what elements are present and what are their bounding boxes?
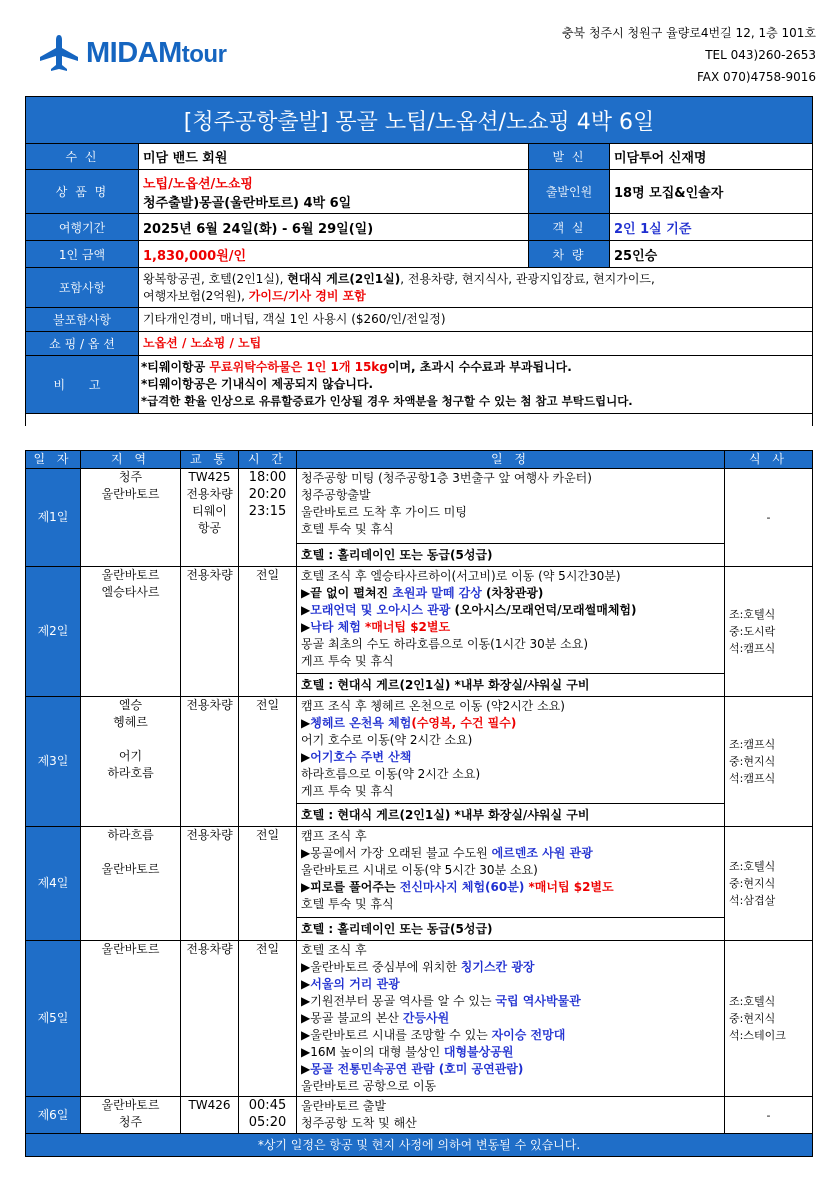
day-itinerary: 울란바토르 출발 청주공항 도착 및 해산 (297, 1097, 725, 1134)
day-time: 전일 (239, 941, 297, 1097)
day-meals: - (725, 1097, 813, 1134)
from-label: 발 신 (529, 144, 610, 170)
day-transport: 전용차량 (181, 941, 239, 1097)
product-label: 상 품 명 (26, 170, 139, 214)
notes-value (139, 356, 813, 414)
company-logo (38, 34, 226, 72)
day-transport: TW426 (181, 1097, 239, 1134)
header-date: 일 자 (26, 451, 81, 469)
header-time: 시 간 (239, 451, 297, 469)
day-row (26, 1097, 813, 1134)
day-meals: 조:호텔식 중:도시락 석:캠프식 (725, 567, 813, 697)
header-meals: 식 사 (725, 451, 813, 469)
day-label: 제6일 (26, 1097, 81, 1134)
day-transport: 전용차량 (181, 567, 239, 697)
room-value: 2인 1실 기준 (610, 214, 813, 241)
day-region: 울란바토르 엘승타사르 (81, 567, 181, 697)
product-line1: 노팁/노옵션/노쇼핑 (143, 176, 253, 192)
room-label: 객 실 (529, 214, 610, 241)
day-itinerary: 호텔 조식 후 엘승타사르하이(서고비)로 이동 (약 5시간30분) ▶끝 없이 펼쳐진 초원과 말떼 감상 (차창관광) ▶모래언덕 및 오아시스 관광 (오아시스/모래언덕/모래썰매체험) ▶낙타 체험 *매너팁 $2별도 몽골 최초의 수도 하라호름으로 이동(1시간 30분 소요) 게프 투숙 및 휴식 (297, 567, 725, 674)
day-itinerary: 캠프 조식 후 쳉헤르 온천으로 이동 (약2시간 소요) ▶쳉헤르 온천욕 체험(수영복, 수건 필수) 어기 호수로 이동(약 2시간 소요) ▶어기호수 주변 산책 하라흐름으로 이동(약 2시간 소요) 게프 투숙 및 휴식 (297, 697, 725, 804)
day-meals: - (725, 469, 813, 567)
note-2: *티웨이항공은 기내식이 제공되지 않습니다. (141, 377, 374, 391)
day-label: 제5일 (26, 941, 81, 1097)
day-meals: 조:호텔식 중:현지식 석:삼겹살 (725, 827, 813, 941)
logo-text: MIDAMtour (86, 36, 227, 69)
day-row (26, 469, 813, 544)
shopping-value: 노옵션 / 노쇼핑 / 노팁 (139, 332, 813, 356)
day-region: 울란바토르 청주 (81, 1097, 181, 1134)
day-region: 울란바토르 (81, 941, 181, 1097)
period-value: 2025년 6월 24일(화) - 6월 29일(일) (139, 214, 529, 241)
to-label: 수 신 (26, 144, 139, 170)
included-label: 포함사항 (26, 268, 139, 308)
day-time: 전일 (239, 697, 297, 827)
people-label: 출발인원 (529, 170, 610, 214)
day-region: 청주 울란바토르 (81, 469, 181, 567)
product-value (139, 170, 529, 214)
day-time: 전일 (239, 567, 297, 697)
price-value: 1,830,000원/인 (139, 241, 529, 268)
day-row (26, 827, 813, 918)
included-value: 왕복항공권, 호텔(2인1실), 현대식 게르(2인1실), 전용차량, 현지식사, 관광지입장료, 현지가이드, 여행자보험(2억원), 가이드/기사 경비 포함 (139, 268, 813, 308)
period-label: 여행기간 (26, 214, 139, 241)
note-3: *급격한 환율 인상으로 유류할증료가 인상될 경우 차액분을 청구할 수 있는 첨 참고 부탁드립니다. (141, 394, 633, 408)
header-region: 지 역 (81, 451, 181, 469)
day-time: 00:45 05:20 (239, 1097, 297, 1134)
day-hotel: 호텔 : 현대식 게르(2인1실) *내부 화장실/샤워실 구비 (297, 674, 725, 697)
day-label: 제2일 (26, 567, 81, 697)
people-value: 18명 모집&인솔자 (610, 170, 813, 214)
day-meals: 조:호텔식 중:현지식 석:스테이크 (725, 941, 813, 1097)
day-hotel: 호텔 : 홀리데이인 또는 동급(5성급) (297, 918, 725, 941)
trip-info-table (25, 96, 813, 426)
note-1: *티웨이항공 무료위탁수하물은 1인 1개 15kg이며, 초과시 수수료과 부과됩니다. (141, 360, 572, 374)
vehicle-value: 25인승 (610, 241, 813, 268)
day-row (26, 567, 813, 674)
day-transport: 전용차량 (181, 697, 239, 827)
company-fax: FAX 070)4758-9016 (696, 70, 816, 84)
excluded-label: 불포함사항 (26, 308, 139, 332)
company-address: 충북 청주시 청원구 율량로4번길 12, 1층 101호 (561, 26, 816, 40)
day-meals: 조:캠프식 중:현지식 석:캠프식 (725, 697, 813, 827)
notes-label: 비 고 (26, 356, 139, 414)
day-row (26, 697, 813, 804)
to-value: 미담 밴드 회원 (139, 144, 529, 170)
day-itinerary: 캠프 조식 후 ▶몽골에서 가장 오래된 불교 수도원 에르덴조 사원 관광 울란바토르 시내로 이동(약 5시간 30분 소요) ▶피로를 풀어주는 전신마사지 체험(60분) *매너팁 $2별도 호텔 투숙 및 휴식 (297, 827, 725, 918)
footer-note: *상기 일정은 항공 및 현지 사정에 의하여 변동될 수 있습니다. (26, 1134, 813, 1157)
from-value: 미담투어 신재명 (610, 144, 813, 170)
header-itinerary: 일 정 (297, 451, 725, 469)
day-transport: TW425 전용차량 티웨이 항공 (181, 469, 239, 567)
airplane-icon (38, 34, 80, 72)
product-line2: 청주출발)몽골(울란바토르) 4박 6일 (143, 195, 352, 211)
day-region: 하라흐름 울란바토르 (81, 827, 181, 941)
company-tel: TEL 043)260-2653 (705, 48, 816, 62)
price-label: 1인 금액 (26, 241, 139, 268)
day-time: 전일 (239, 827, 297, 941)
day-transport: 전용차량 (181, 827, 239, 941)
day-hotel: 호텔 : 현대식 게르(2인1실) *내부 화장실/샤워실 구비 (297, 804, 725, 827)
page-title: [청주공항출발] 몽골 노팁/노옵션/노쇼핑 4박 6일 (26, 97, 813, 144)
day-itinerary: 호텔 조식 후 ▶울란바토르 중심부에 위치한 칭기스칸 광장 ▶서울의 거리 관광 ▶기원전부터 몽골 역사를 알 수 있는 국립 역사박물관 ▶몽골 불교의 본산 간등사원 ▶울란바토르 시내를 조망할 수 있는 자이승 전망대 ▶16M 높이의 대형 불상인 대형불상공원 ▶몽골 전통민속공연 관람 (호미 공연관람) 울란바토르 공항으로 이동 (297, 941, 725, 1097)
day-hotel: 호텔 : 홀리데이인 또는 동급(5성급) (297, 544, 725, 567)
day-time: 18:00 20:20 23:15 (239, 469, 297, 567)
header-transport: 교 통 (181, 451, 239, 469)
company-contact (562, 22, 816, 88)
excluded-value: 기타개인경비, 매너팁, 객실 1인 사용시 ($260/인/전일정) (139, 308, 813, 332)
vehicle-label: 차 량 (529, 241, 610, 268)
day-itinerary: 청주공항 미팅 (청주공항1층 3번출구 앞 여행사 카운터) 청주공항출발 울란바토르 도착 후 가이드 미팅 호텔 투숙 및 휴식 (297, 469, 725, 544)
schedule-table (25, 450, 813, 1157)
day-label: 제1일 (26, 469, 81, 567)
day-label: 제3일 (26, 697, 81, 827)
day-row (26, 941, 813, 1097)
day-label: 제4일 (26, 827, 81, 941)
shopping-label: 쇼 핑 / 옵 션 (26, 332, 139, 356)
day-region: 엘승 헹헤르 어기 하라호름 (81, 697, 181, 827)
